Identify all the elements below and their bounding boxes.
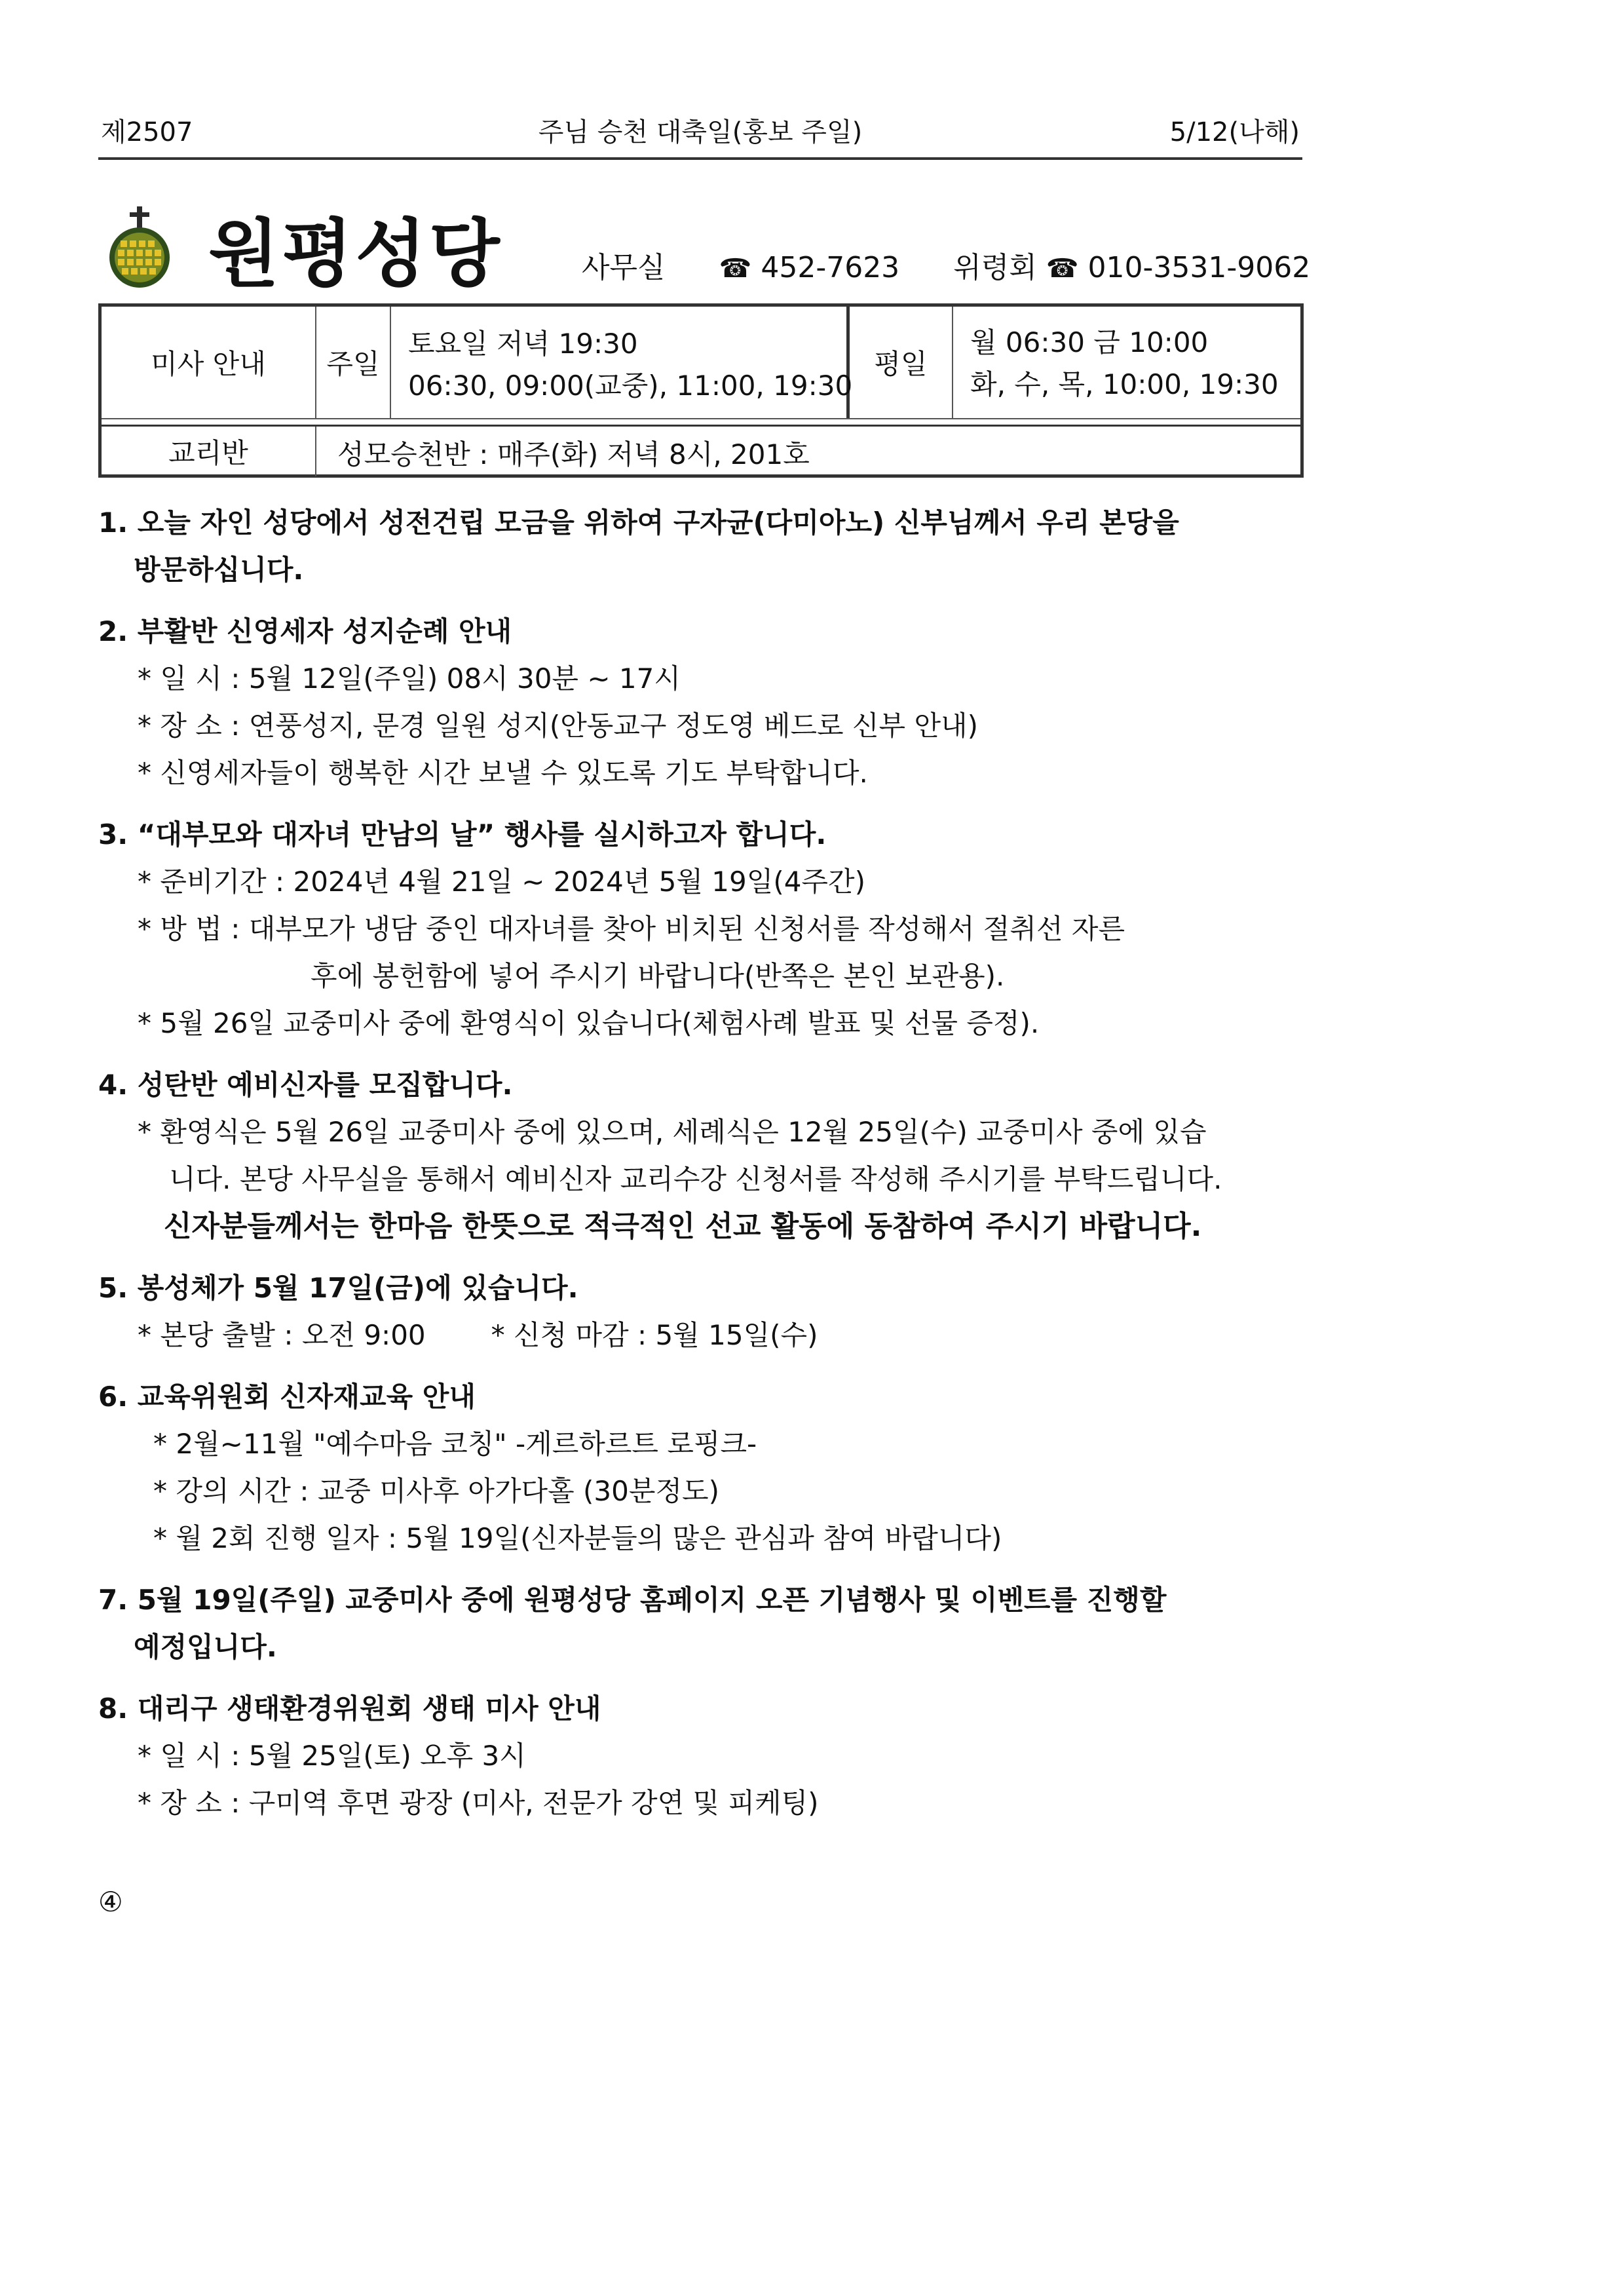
detail-line: * 5월 26일 교중미사 중에 환영식이 있습니다(체험사례 발표 및 선물 증정). [138, 1007, 1040, 1039]
announcement-7 [98, 1577, 1310, 1671]
detail-text: * 방 법 : 대부모가 냉담 중인 대자녀를 찾아 비치된 신청서를 작성해서 절취선 자른 [138, 913, 1125, 945]
announcement-title: 3. “대부모와 대자녀 만남의 날” 행사를 실시하고자 합니다. [98, 818, 827, 851]
catechism-label: 교리반 [168, 437, 248, 469]
announcement-1 [98, 499, 1310, 594]
sunday-line-2: 06:30, 09:00(교중), 11:00, 19:30 [408, 370, 853, 402]
announcement-6 [98, 1373, 1310, 1562]
mass-label: 미사 안내 [151, 348, 266, 380]
committee-phone: 010-3531-9062 [1087, 251, 1311, 284]
detail-text: * 본당 출발 : 오전 9:00 [138, 1319, 426, 1351]
phone-icon: ☎ [1046, 254, 1079, 284]
page-number: ④ [98, 1886, 123, 1918]
detail-line: * 일 시 : 5월 25일(토) 오후 3시 [138, 1740, 526, 1772]
announcement-title: 2. 부활반 신영세자 성지순례 안내 [98, 615, 512, 647]
feast-title: 주님 승천 대축일(홍보 주일) [538, 117, 863, 147]
committee-label: 위령회 [953, 251, 1037, 284]
weekday-line-1: 월 06:30 금 10:00 [970, 326, 1209, 358]
detail-line: * 2월~11월 "예수마음 코칭" -게르하르트 로핑크- [153, 1428, 757, 1460]
parish-name: 원평성당 [208, 211, 502, 297]
catechism-label-cell [102, 427, 316, 476]
detail-line [98, 1312, 1310, 1359]
bulletin-date: 5/12(나해) [1169, 117, 1300, 147]
weekday-times-cell [953, 307, 1300, 418]
detail-line: * 장 소 : 연풍성지, 문경 일원 성지(안동교구 정도영 베드로 신부 안내) [138, 710, 979, 742]
sunday-times-cell [391, 307, 853, 418]
detail-line [98, 1109, 1310, 1203]
detail-text: * 환영식은 5월 26일 교중미사 중에 있으며, 세례식은 12월 25일(수) 교중미사 중에 있습 [138, 1116, 1207, 1148]
announcement-title [98, 1577, 1310, 1671]
announcement-title: 6. 교육위원회 신자재교육 안내 [98, 1381, 476, 1413]
office-phone: 452-7623 [761, 251, 900, 284]
emphasis-line: 신자분들께서는 한마음 한뜻으로 적극적인 선교 활동에 동참하여 주시기 바랍니다. [164, 1210, 1202, 1243]
announcement-5 [98, 1265, 1310, 1359]
detail-line: * 신영세자들이 행복한 시간 보낼 수 있도록 기도 부탁합니다. [138, 757, 868, 789]
catechism-value: 성모승천반 : 매주(화) 저녁 8시, 201호 [337, 438, 810, 470]
announcement-title: 8. 대리구 생태환경위원회 생태 미사 안내 [98, 1693, 601, 1725]
announcement-8 [98, 1685, 1310, 1827]
announcement-title: 4. 성탄반 예비신자를 모집합니다. [98, 1069, 513, 1101]
detail-text: * 신청 마감 : 5월 15일(수) [491, 1319, 818, 1351]
detail-line: * 월 2회 진행 일자 : 5월 19일(신자분들의 많은 관심과 참여 바랍니다) [153, 1522, 1002, 1554]
catechism-value-cell [316, 427, 1300, 476]
announcement-4 [98, 1062, 1310, 1250]
phone-icon: ☎ [719, 254, 752, 284]
church-cross-logo-icon [105, 206, 174, 288]
title-line: 예정입니다. [134, 1631, 277, 1663]
issue-number: 제2507 [101, 117, 193, 147]
detail-line: * 강의 시간 : 교중 미사후 아가다홀 (30분정도) [153, 1475, 719, 1507]
weekday-label: 평일 [874, 348, 928, 380]
title-line: 1. 오늘 자인 성당에서 성전건립 모금을 위하여 구자균(다미아노) 신부님께서 우리 본당을 [98, 507, 1179, 539]
announcement-title [98, 499, 1310, 594]
mass-label-cell [102, 307, 316, 418]
office-label: 사무실 [582, 251, 666, 284]
detail-text: 니다. 본당 사무실을 통해서 예비신자 교리수강 신청서를 작성해 주시기를 부탁드립니다. [169, 1163, 1222, 1195]
title-line: 7. 5월 19일(주일) 교중미사 중에 원평성당 홈페이지 오픈 기념행사 및 이벤트를 진행할 [98, 1584, 1167, 1616]
detail-line: * 일 시 : 5월 12일(주일) 08시 30분 ~ 17시 [138, 662, 681, 695]
detail-line: * 준비기간 : 2024년 4월 21일 ~ 2024년 5월 19일(4주간) [138, 866, 865, 898]
mass-schedule-table [98, 303, 1304, 478]
sunday-label-cell [316, 307, 391, 418]
announcement-title: 5. 봉성체가 5월 17일(금)에 있습니다. [98, 1272, 578, 1304]
title-line: 방문하십니다. [134, 554, 304, 586]
detail-line [98, 906, 1310, 1000]
announcements [98, 499, 1310, 1841]
announcement-3 [98, 811, 1310, 1047]
detail-text: 후에 봉헌함에 넣어 주시기 바랍니다(반쪽은 본인 보관용). [311, 960, 1005, 992]
detail-line: * 장 소 : 구미역 후면 광장 (미사, 전문가 강연 및 피케팅) [138, 1787, 819, 1819]
sunday-line-1: 토요일 저녁 19:30 [408, 328, 638, 360]
sunday-label: 주일 [326, 348, 380, 380]
bulletin-header [98, 105, 1302, 160]
weekday-label-cell [850, 307, 953, 418]
announcement-2 [98, 608, 1310, 797]
contact-info [582, 244, 1310, 286]
weekday-line-2: 화, 수, 목, 10:00, 19:30 [970, 368, 1279, 400]
